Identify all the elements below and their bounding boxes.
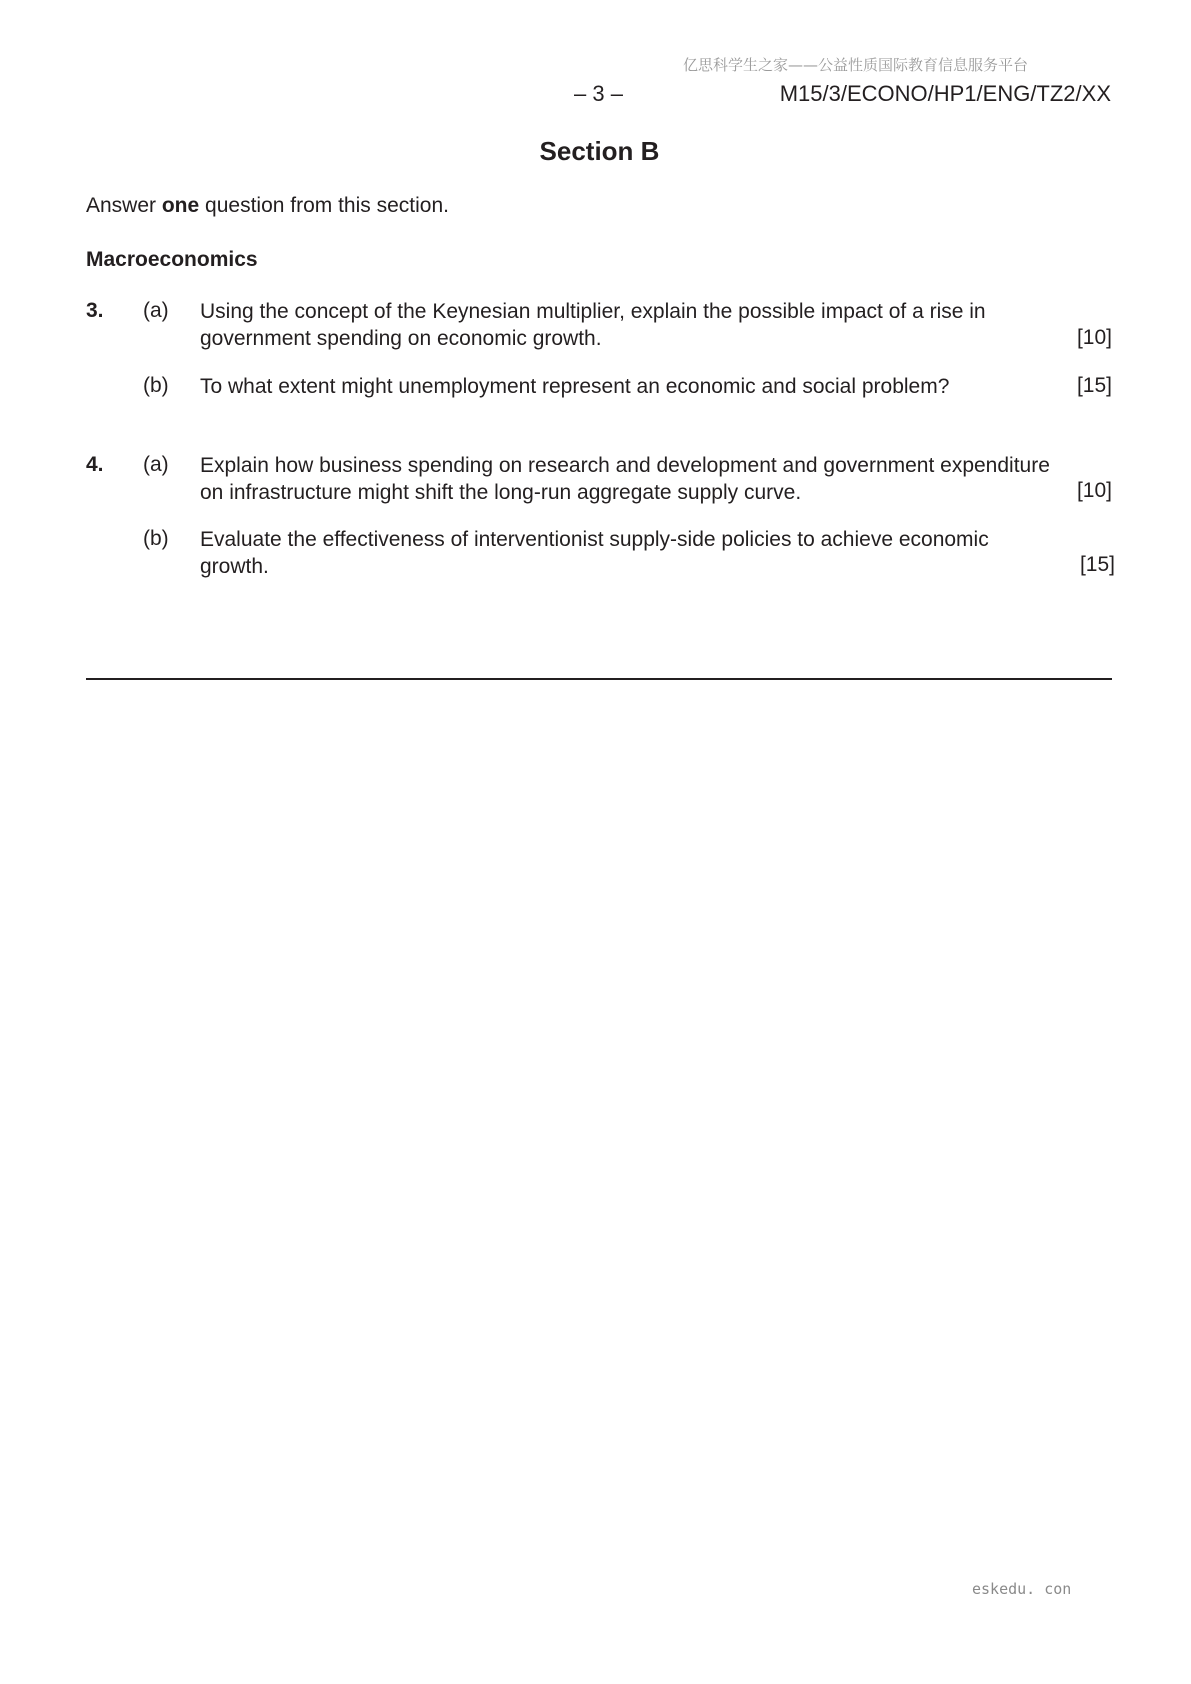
instruction-emphasis: one [161, 194, 200, 217]
question-4b-label: (b) [143, 527, 169, 550]
watermark-bottom: eskedu. con [972, 1580, 1072, 1598]
section-title: Section B [539, 136, 660, 166]
page-number: – 3 – [574, 81, 623, 106]
question-3a-label: (a) [143, 299, 169, 322]
question-4a-marks: [10] [1076, 479, 1112, 502]
question-3a-text: Using the concept of the Keynesian multiplier, explain the possible impact of a rise in government spending on economic growth. [200, 300, 986, 350]
question-4b-text: Evaluate the effectiveness of interventionist supply-side policies to achieve economic growth. [200, 528, 989, 578]
question-4b-marks: [15] [1079, 553, 1115, 576]
section-instruction [86, 194, 449, 218]
watermark-top: 亿思科学生之家——公益性质国际教育信息服务平台 [683, 56, 1029, 74]
question-4a-text: Explain how business spending on research and development and government expenditure on infrastructure might shift the long-run aggregate supply curve. [200, 454, 1050, 504]
question-3b-marks: [15] [1076, 374, 1112, 397]
paper-code: M15/3/ECONO/HP1/ENG/TZ2/XX [779, 81, 1111, 106]
question-3b-label: (b) [143, 374, 169, 397]
question-3b-text: To what extent might unemployment represent an economic and social problem? [200, 375, 950, 398]
end-of-section-rule [86, 678, 1112, 680]
instruction-suffix: question from this section. [199, 194, 449, 217]
question-4a-label: (a) [143, 453, 169, 476]
question-3-number: 3. [86, 299, 104, 322]
subject-heading: Macroeconomics [86, 248, 258, 271]
question-4-number: 4. [86, 453, 104, 476]
instruction-prefix: Answer [86, 194, 162, 217]
question-3a-marks: [10] [1076, 326, 1112, 349]
